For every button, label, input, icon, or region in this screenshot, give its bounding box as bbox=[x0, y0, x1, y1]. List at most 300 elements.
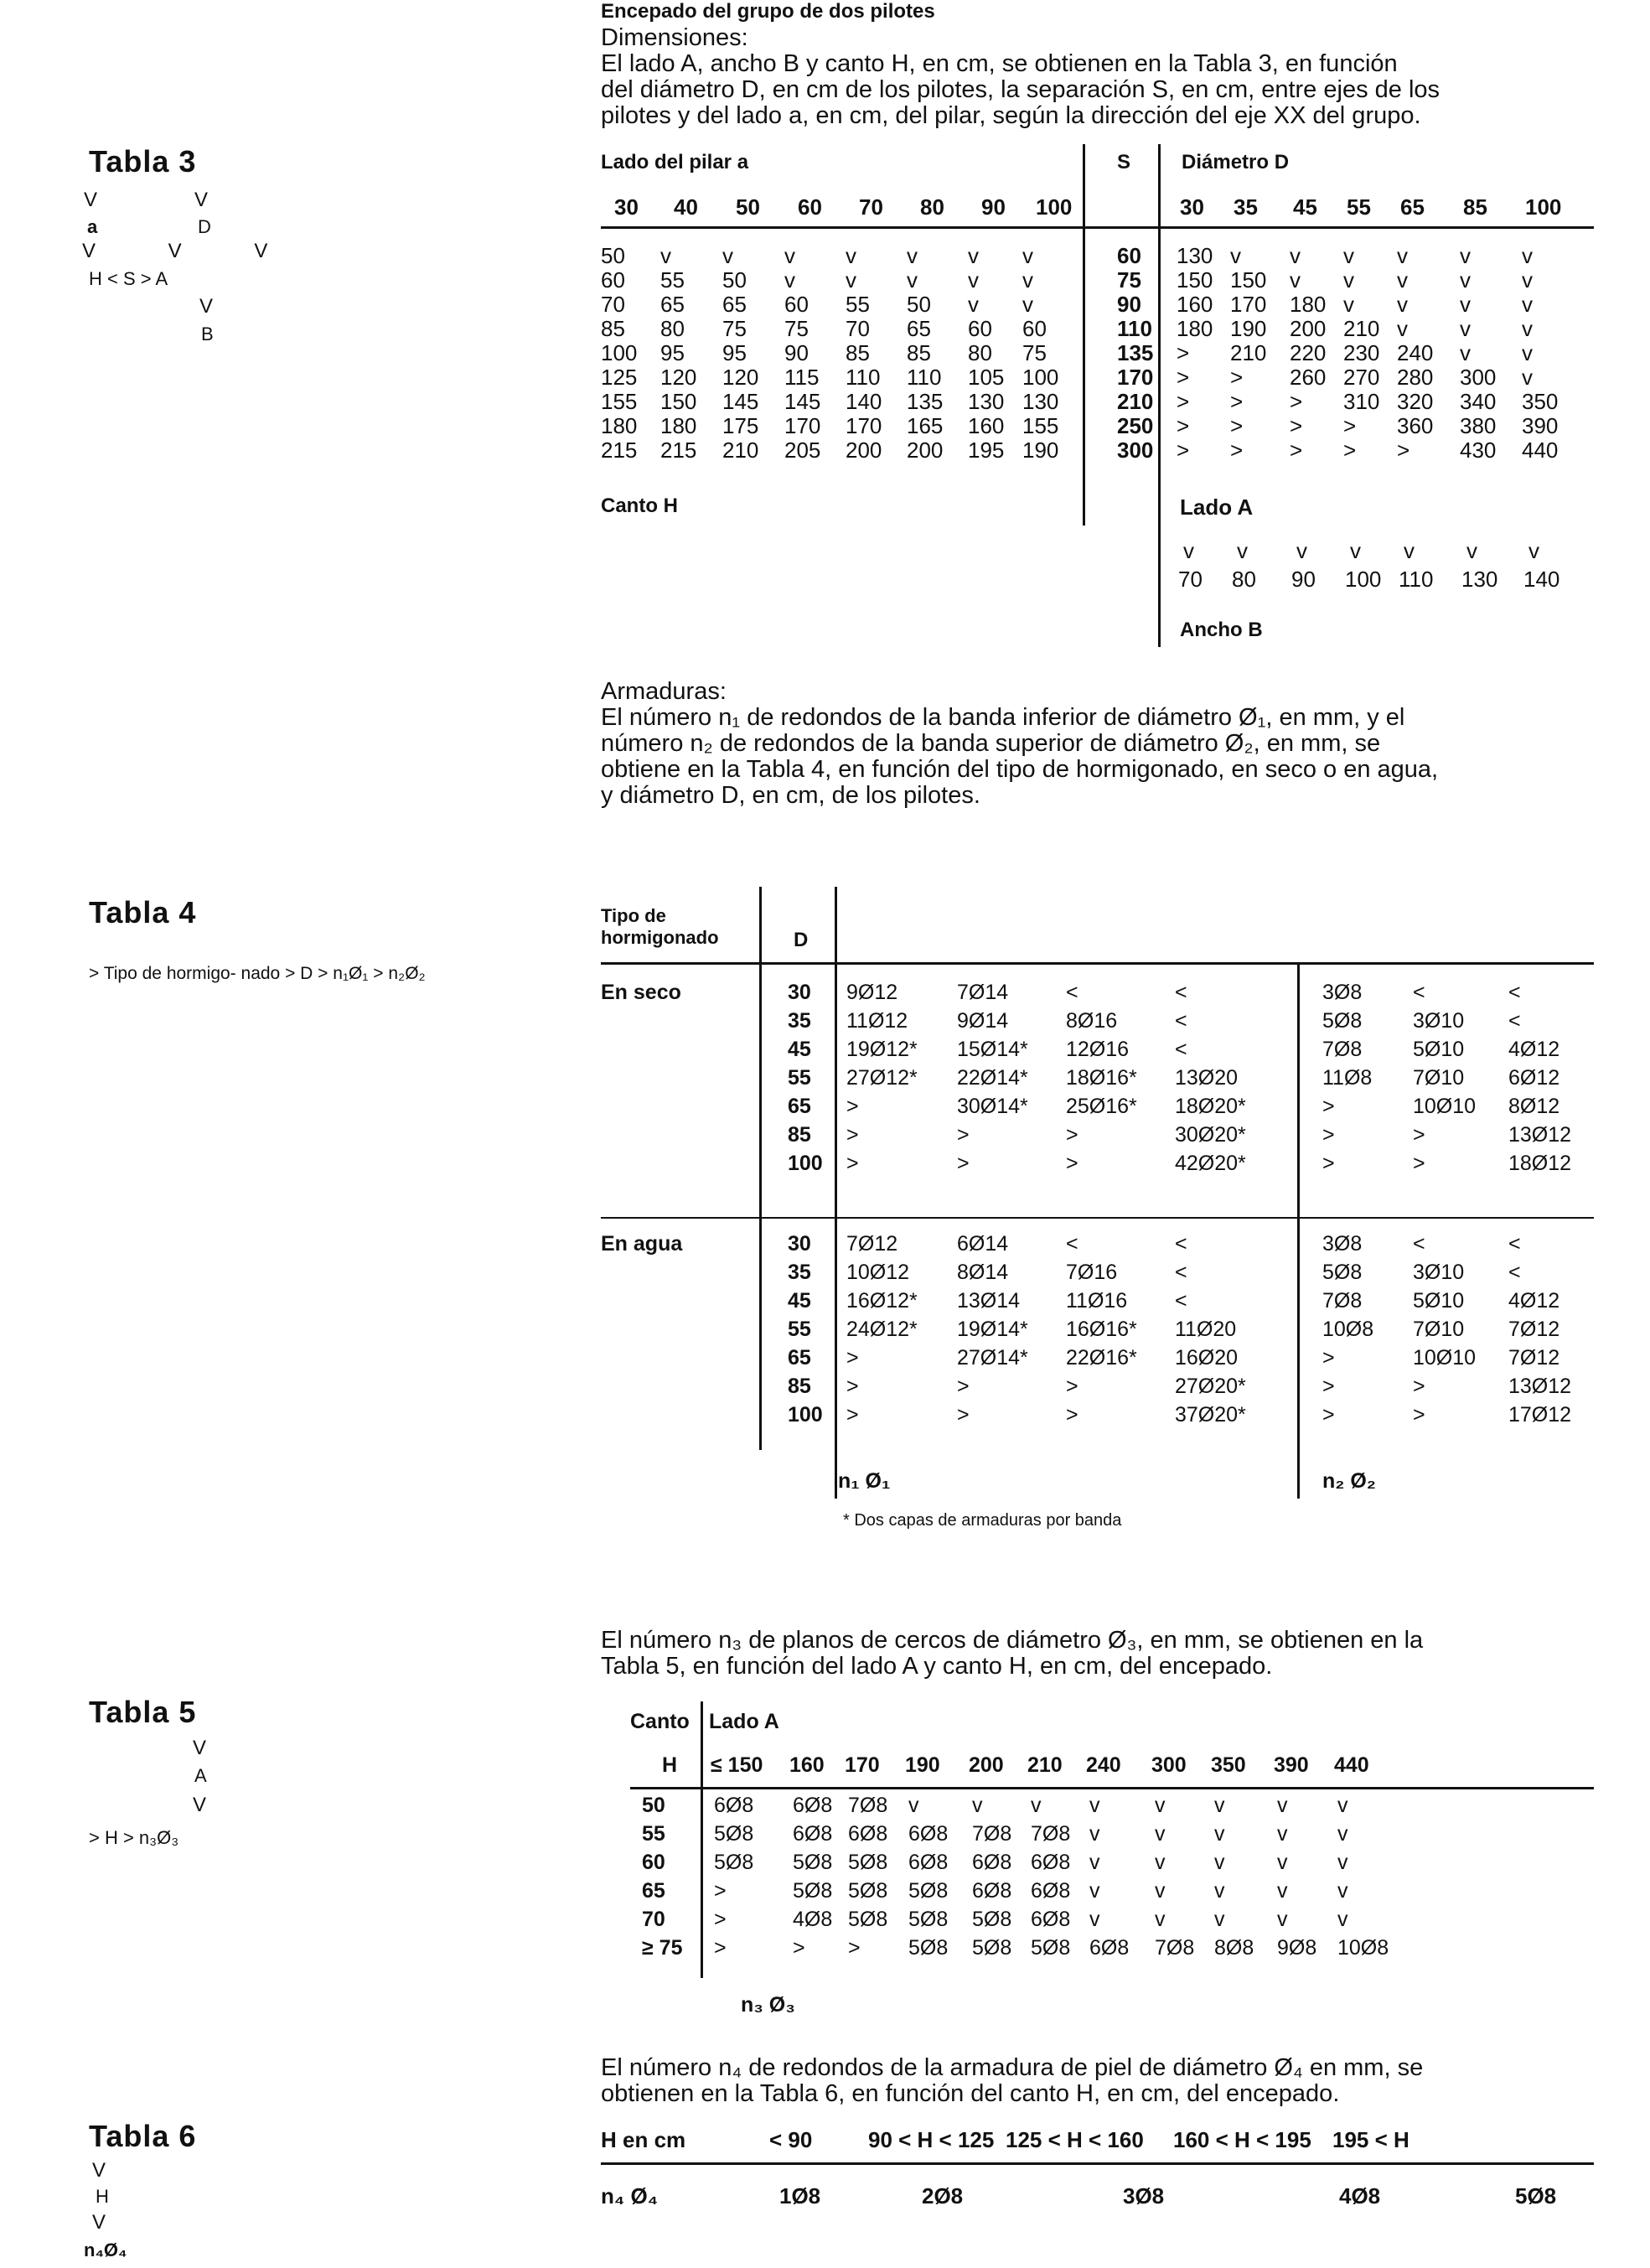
t4-cell: 3Ø8 bbox=[1322, 1232, 1363, 1256]
t5-lado-header: Lado A bbox=[709, 1710, 779, 1733]
t3-a-col-header: 70 bbox=[859, 194, 883, 220]
t3-a-cell: v bbox=[1460, 316, 1471, 341]
cercos-line-1: El número n₃ de planos de cercos de diámetro Ø₃, en mm, se obtienen en la bbox=[601, 1627, 1424, 1654]
t4-cell: 3Ø8 bbox=[1322, 981, 1363, 1004]
arrow-down-icon: V bbox=[194, 189, 209, 211]
dims-line-2: del diámetro D, en cm de los pilotes, la separación S, en cm, entre ejes de los bbox=[601, 76, 1441, 103]
t4-cell: > bbox=[1322, 1095, 1335, 1118]
arrow-down-icon: V bbox=[92, 2159, 106, 2182]
t3-a-cell: 150 bbox=[1230, 267, 1267, 293]
t3-s-cell: 135 bbox=[1117, 340, 1154, 365]
t3-h-cell: 65 bbox=[660, 292, 685, 317]
t3-h-cell: 55 bbox=[660, 267, 685, 293]
armaduras-label: Armaduras: bbox=[601, 678, 727, 705]
t6-range-header: 195 < H bbox=[1332, 2127, 1409, 2152]
t4-d-cell: 45 bbox=[788, 1289, 811, 1313]
t4-cell: > bbox=[1413, 1152, 1425, 1175]
t4-n1-label: n₁ Ø₁ bbox=[838, 1469, 891, 1493]
t3-h-cell: v bbox=[784, 267, 795, 293]
t4-cell: 7Ø14 bbox=[957, 981, 1009, 1004]
t3-ancho-label: Ancho B bbox=[1180, 619, 1263, 641]
t3-h-cell: 195 bbox=[968, 438, 1005, 463]
t5-cell: 7Ø8 bbox=[1031, 1822, 1071, 1846]
dims-line-3: pilotes y del lado a, en cm, del pilar, según la dirección del eje XX del grupo. bbox=[601, 102, 1421, 129]
tabla4-title: Tabla 4 bbox=[89, 895, 197, 929]
t4-cell: < bbox=[1066, 981, 1078, 1004]
t3-ancho-arrow-icon: v bbox=[1183, 538, 1194, 563]
t3-h-cell: 120 bbox=[722, 365, 759, 390]
t3-h-cell: 140 bbox=[846, 389, 882, 414]
t5-col-header: 390 bbox=[1274, 1753, 1309, 1777]
t4-group-rule bbox=[601, 1217, 1594, 1219]
t3-a-cell: 230 bbox=[1343, 340, 1380, 365]
t5-cell: 9Ø8 bbox=[1277, 1936, 1317, 1960]
t5-cell: 6Ø8 bbox=[1031, 1879, 1071, 1903]
t5-col-header: 350 bbox=[1211, 1753, 1246, 1777]
t3-ladoA-label: Lado A bbox=[1180, 495, 1254, 520]
t5-h-header: H bbox=[662, 1753, 678, 1777]
t4-cell: 13Ø12 bbox=[1508, 1123, 1572, 1147]
t3-a-col-header: 60 bbox=[798, 194, 822, 220]
t4-cell: 11Ø8 bbox=[1322, 1066, 1373, 1090]
t5-cell: 6Ø8 bbox=[1031, 1908, 1071, 1931]
t4-cell: > bbox=[1413, 1403, 1425, 1427]
t4-cell: 7Ø12 bbox=[1508, 1346, 1560, 1370]
t3-a-cell: 310 bbox=[1343, 389, 1380, 414]
t4-d-cell: 55 bbox=[788, 1318, 811, 1341]
t5-h-cell: 50 bbox=[642, 1794, 665, 1817]
t5-cell: 5Ø8 bbox=[1031, 1936, 1071, 1960]
t3-a-cell: > bbox=[1290, 389, 1303, 414]
t4-cell: 18Ø16* bbox=[1066, 1066, 1137, 1090]
t4-divider-3 bbox=[1297, 962, 1300, 1499]
t4-cell: 4Ø12 bbox=[1508, 1038, 1560, 1061]
t3-ancho-cell: 90 bbox=[1291, 567, 1316, 592]
t5-cell: v bbox=[1277, 1879, 1288, 1903]
t3-a-cell: 440 bbox=[1522, 438, 1559, 463]
t3-h-cell: 125 bbox=[601, 365, 638, 390]
diagram-flow: H < S > A bbox=[89, 268, 168, 289]
piel-line-2: obtienen en la Tabla 6, en función del canto H, en cm, del encepado. bbox=[601, 2080, 1340, 2107]
t4-cell: > bbox=[846, 1375, 859, 1398]
t4-cell: 7Ø16 bbox=[1066, 1261, 1118, 1284]
t4-cell: 7Ø10 bbox=[1413, 1066, 1465, 1090]
t5-cell: 5Ø8 bbox=[793, 1851, 833, 1874]
t3-a-cell: v bbox=[1290, 267, 1301, 293]
t3-ancho-arrow-icon: v bbox=[1528, 538, 1539, 563]
t6-value-cell: 1Ø8 bbox=[779, 2183, 821, 2208]
t3-a-cell: 220 bbox=[1290, 340, 1327, 365]
t4-cell: 5Ø8 bbox=[1322, 1261, 1363, 1284]
t3-h-cell: 55 bbox=[846, 292, 870, 317]
t5-col-header: 160 bbox=[789, 1753, 825, 1777]
t3-a-cell: > bbox=[1177, 389, 1190, 414]
t3-ancho-cell: 130 bbox=[1461, 567, 1498, 592]
t5-cell: v bbox=[1277, 1908, 1288, 1931]
t4-group-label: En seco bbox=[601, 981, 681, 1004]
t4-cell: 10Ø8 bbox=[1322, 1318, 1374, 1341]
t3-s-cell: 110 bbox=[1117, 316, 1152, 341]
t5-h-cell: 60 bbox=[642, 1851, 665, 1874]
t3-a-cell: v bbox=[1230, 243, 1241, 268]
t3-d-col-header: 35 bbox=[1234, 194, 1258, 220]
t5-cell: > bbox=[714, 1908, 727, 1931]
t4-cell: 11Ø16 bbox=[1066, 1289, 1128, 1313]
t3-h-cell: 60 bbox=[968, 316, 992, 341]
t3-a-cell: v bbox=[1522, 243, 1533, 268]
t5-cell: v bbox=[1337, 1851, 1348, 1874]
arrow-down-icon: V bbox=[199, 295, 214, 318]
t3-h-cell: 75 bbox=[784, 316, 809, 341]
t4-cell: 11Ø12 bbox=[846, 1009, 908, 1033]
t3-a-cell: > bbox=[1343, 438, 1357, 463]
t4-cell: 7Ø12 bbox=[1508, 1318, 1560, 1341]
t3-h-cell: 200 bbox=[846, 438, 882, 463]
t5-cell: v bbox=[972, 1794, 983, 1817]
t6-range-header: 125 < H < 160 bbox=[1006, 2127, 1144, 2152]
t3-h-cell: 165 bbox=[907, 413, 944, 438]
t3-h-cell: 130 bbox=[968, 389, 1005, 414]
t4-cell: < bbox=[1066, 1232, 1078, 1256]
t6-range-header: 160 < H < 195 bbox=[1173, 2127, 1311, 2152]
t4-cell: 8Ø16 bbox=[1066, 1009, 1118, 1033]
t4-d-cell: 100 bbox=[788, 1403, 823, 1427]
t3-a-col-header: 50 bbox=[736, 194, 760, 220]
t3-a-col-header: 30 bbox=[614, 194, 639, 220]
t3-a-cell: 200 bbox=[1290, 316, 1327, 341]
t6-range-header: 90 < H < 125 bbox=[868, 2127, 995, 2152]
t4-cell: 10Ø10 bbox=[1413, 1346, 1477, 1370]
t5-col-header: 300 bbox=[1151, 1753, 1187, 1777]
t5-cell: 7Ø8 bbox=[1155, 1936, 1195, 1960]
t5-cell: v bbox=[1155, 1908, 1166, 1931]
t3-a-cell: > bbox=[1230, 413, 1244, 438]
t4-cell: 37Ø20* bbox=[1175, 1403, 1246, 1427]
tabla6-title: Tabla 6 bbox=[89, 2119, 197, 2153]
t4-cell: > bbox=[957, 1123, 970, 1147]
t4-cell: 30Ø20* bbox=[1175, 1123, 1246, 1147]
t4-d-cell: 100 bbox=[788, 1152, 823, 1175]
t3-h-cell: 180 bbox=[601, 413, 638, 438]
t5-cell: v bbox=[1337, 1908, 1348, 1931]
t5-cell: v bbox=[1089, 1908, 1100, 1931]
t4-cell: 7Ø12 bbox=[846, 1232, 898, 1256]
t3-a-cell: v bbox=[1397, 243, 1408, 268]
t3-a-cell: v bbox=[1343, 267, 1354, 293]
t4-cell: 8Ø14 bbox=[957, 1261, 1009, 1284]
dims-label: Dimensiones: bbox=[601, 24, 748, 51]
t3-a-cell: > bbox=[1177, 438, 1190, 463]
t3-ancho-cell: 70 bbox=[1178, 567, 1203, 592]
t4-cell: > bbox=[1322, 1403, 1335, 1427]
t5-col-header: 170 bbox=[845, 1753, 880, 1777]
t5-col-header: 440 bbox=[1334, 1753, 1369, 1777]
t3-h-cell: v bbox=[907, 243, 918, 268]
t3-h-cell: 110 bbox=[846, 365, 881, 390]
t3-d-col-header: 100 bbox=[1525, 194, 1562, 220]
t5-cell: 6Ø8 bbox=[972, 1851, 1012, 1874]
t4-cell: > bbox=[1322, 1152, 1335, 1175]
armaduras-line-1: El número n₁ de redondos de la banda inferior de diámetro Ø₁, en mm, y el bbox=[601, 704, 1405, 731]
t4-cell: 5Ø10 bbox=[1413, 1289, 1465, 1313]
t5-cell: 7Ø8 bbox=[848, 1794, 888, 1817]
t3-ancho-cell: 140 bbox=[1523, 567, 1560, 592]
t3-a-cell: 180 bbox=[1290, 292, 1327, 317]
t3-a-cell: v bbox=[1290, 243, 1301, 268]
t5-cell: v bbox=[1155, 1794, 1166, 1817]
t4-cell: > bbox=[1066, 1403, 1078, 1427]
t5-col-header: 210 bbox=[1027, 1753, 1063, 1777]
t4-cell: > bbox=[957, 1152, 970, 1175]
t3-ancho-cell: 110 bbox=[1399, 567, 1434, 592]
t3-ancho-arrow-icon: v bbox=[1404, 538, 1415, 563]
t3-h-cell: 90 bbox=[784, 340, 809, 365]
t5-cell: 5Ø8 bbox=[714, 1851, 754, 1874]
t6-h-label: H en cm bbox=[601, 2127, 686, 2152]
t6-value-cell: 4Ø8 bbox=[1339, 2183, 1381, 2208]
t3-ancho-cell: 100 bbox=[1345, 567, 1382, 592]
diagram-b-label: B bbox=[201, 324, 214, 344]
t3-h-cell: 95 bbox=[722, 340, 747, 365]
t5-cell: 5Ø8 bbox=[848, 1879, 888, 1903]
t3-ancho-arrow-icon: v bbox=[1296, 538, 1307, 563]
t5-h-cell: 55 bbox=[642, 1822, 665, 1846]
t3-a-cell: v bbox=[1397, 267, 1408, 293]
diagram5-a-label: A bbox=[194, 1765, 207, 1786]
t4-d-cell: 65 bbox=[788, 1346, 811, 1370]
t4-cell: < bbox=[1175, 981, 1187, 1004]
t5-cell: 6Ø8 bbox=[714, 1794, 754, 1817]
t6-range-header: < 90 bbox=[769, 2127, 813, 2152]
t3-h-cell: 145 bbox=[784, 389, 821, 414]
t3-h-cell: 120 bbox=[660, 365, 697, 390]
t3-a-cell: 320 bbox=[1397, 389, 1434, 414]
t5-cell: > bbox=[714, 1936, 727, 1960]
t3-ancho-arrow-icon: v bbox=[1466, 538, 1477, 563]
t3-a-cell: v bbox=[1460, 267, 1471, 293]
diagram-a-label: a bbox=[87, 216, 98, 237]
t3-h-cell: v bbox=[968, 267, 979, 293]
t3-a-cell: 300 bbox=[1460, 365, 1497, 390]
t4-divider-2 bbox=[835, 887, 837, 1499]
t5-cell: > bbox=[848, 1936, 861, 1960]
t6-n-label: n₄ Ø₄ bbox=[601, 2183, 659, 2208]
t3-a-col-header: 80 bbox=[920, 194, 944, 220]
t5-cell: 5Ø8 bbox=[848, 1908, 888, 1931]
t3-s-header: S bbox=[1117, 151, 1131, 173]
t3-h-cell: 210 bbox=[722, 438, 759, 463]
t5-cell: 7Ø8 bbox=[972, 1822, 1012, 1846]
t3-a-cell: 170 bbox=[1230, 292, 1267, 317]
t3-h-cell: v bbox=[1022, 267, 1033, 293]
t3-h-cell: v bbox=[968, 243, 979, 268]
t5-cell: v bbox=[1214, 1908, 1225, 1931]
arrow-row-icon: V V V bbox=[82, 240, 302, 262]
section-title: Encepado del grupo de dos pilotes bbox=[601, 0, 935, 23]
t3-a-cell: > bbox=[1177, 413, 1190, 438]
t3-a-cell: v bbox=[1522, 267, 1533, 293]
t3-h-cell: 150 bbox=[660, 389, 697, 414]
t5-cell: v bbox=[1155, 1822, 1166, 1846]
t3-a-cell: > bbox=[1177, 365, 1190, 390]
t3-a-cell: > bbox=[1290, 413, 1303, 438]
t4-cell: 24Ø12* bbox=[846, 1318, 918, 1341]
t5-cell: v bbox=[1277, 1822, 1288, 1846]
t4-cell: 3Ø10 bbox=[1413, 1009, 1465, 1033]
t5-cell: 5Ø8 bbox=[848, 1851, 888, 1874]
t3-h-cell: 80 bbox=[660, 316, 685, 341]
t5-cell: 6Ø8 bbox=[908, 1851, 949, 1874]
t5-cell: v bbox=[1214, 1794, 1225, 1817]
t4-cell: 18Ø12 bbox=[1508, 1152, 1572, 1175]
t4-n2-label: n₂ Ø₂ bbox=[1322, 1469, 1376, 1493]
diagram5-flow: > H > n₃Ø₃ bbox=[89, 1827, 179, 1848]
t3-h-cell: 60 bbox=[1022, 316, 1047, 341]
t3-a-cell: 210 bbox=[1230, 340, 1267, 365]
t4-cell: 6Ø12 bbox=[1508, 1066, 1560, 1090]
t3-ancho-arrow-icon: v bbox=[1237, 538, 1248, 563]
t3-ancho-cell: 80 bbox=[1232, 567, 1256, 592]
t5-cell: 6Ø8 bbox=[1089, 1936, 1130, 1960]
t4-cell: > bbox=[1322, 1123, 1335, 1147]
cercos-line-2: Tabla 5, en función del lado A y canto H, en cm, del encepado. bbox=[601, 1653, 1273, 1680]
t3-a-cell: > bbox=[1397, 438, 1410, 463]
t4-cell: < bbox=[1175, 1261, 1187, 1284]
t4-cell: < bbox=[1175, 1232, 1187, 1256]
t5-cell: v bbox=[1155, 1851, 1166, 1874]
t5-divider bbox=[701, 1701, 703, 1978]
dims-line-1: El lado A, ancho B y canto H, en cm, se obtienen en la Tabla 3, en función bbox=[601, 50, 1398, 77]
t4-cell: < bbox=[1175, 1289, 1187, 1313]
t3-a-cell: > bbox=[1343, 413, 1357, 438]
t3-a-cell: > bbox=[1290, 438, 1303, 463]
t4-d-cell: 35 bbox=[788, 1261, 811, 1284]
t4-group-label: En agua bbox=[601, 1232, 683, 1256]
t5-cell: v bbox=[1089, 1822, 1100, 1846]
t4-cell: > bbox=[846, 1123, 859, 1147]
t3-lado-header: Lado del pilar a bbox=[601, 151, 749, 173]
t5-cell: 6Ø8 bbox=[1031, 1851, 1071, 1874]
t3-a-cell: 260 bbox=[1290, 365, 1327, 390]
t5-cell: > bbox=[714, 1879, 727, 1903]
t4-footnote: * Dos capas de armaduras por banda bbox=[843, 1511, 1122, 1530]
arrow-down-icon: V bbox=[193, 1794, 207, 1816]
t4-cell: < bbox=[1413, 1232, 1425, 1256]
t5-cell: v bbox=[1214, 1879, 1225, 1903]
t4-cell: > bbox=[846, 1152, 859, 1175]
t3-a-cell: v bbox=[1522, 316, 1533, 341]
t4-cell: 10Ø10 bbox=[1413, 1095, 1477, 1118]
t5-h-cell: 70 bbox=[642, 1908, 665, 1931]
t3-a-cell: v bbox=[1460, 340, 1471, 365]
arrow-down-icon: V bbox=[84, 189, 98, 211]
t3-a-cell: 240 bbox=[1397, 340, 1434, 365]
t3-s-cell: 250 bbox=[1117, 413, 1154, 438]
t4-d-cell: 45 bbox=[788, 1038, 811, 1061]
t4-cell: 4Ø12 bbox=[1508, 1289, 1560, 1313]
t5-cell: 5Ø8 bbox=[714, 1822, 754, 1846]
t3-s-cell: 90 bbox=[1117, 292, 1141, 317]
t5-cell: 6Ø8 bbox=[972, 1879, 1012, 1903]
t3-h-cell: 75 bbox=[722, 316, 747, 341]
t3-a-col-header: 100 bbox=[1036, 194, 1073, 220]
t4-cell: > bbox=[957, 1375, 970, 1398]
t3-h-cell: v bbox=[846, 243, 856, 268]
t3-a-cell: v bbox=[1343, 243, 1354, 268]
t4-cell: > bbox=[1066, 1123, 1078, 1147]
t3-d-col-header: 30 bbox=[1180, 194, 1204, 220]
t5-h-cell: ≥ 75 bbox=[642, 1936, 683, 1960]
t3-a-col-header: 40 bbox=[674, 194, 698, 220]
t3-a-cell: 270 bbox=[1343, 365, 1380, 390]
t4-d-header: D bbox=[794, 929, 809, 951]
t3-h-cell: 200 bbox=[907, 438, 944, 463]
t5-cell: 8Ø8 bbox=[1214, 1936, 1254, 1960]
t4-cell: 30Ø14* bbox=[957, 1095, 1028, 1118]
t3-a-cell: 350 bbox=[1522, 389, 1559, 414]
t3-h-cell: 75 bbox=[1022, 340, 1047, 365]
diagram-d-label: D bbox=[198, 216, 211, 237]
t5-cell: v bbox=[1337, 1794, 1348, 1817]
diagram6-n4-label: n₄Ø₄ bbox=[84, 2240, 127, 2260]
t3-s-cell: 75 bbox=[1117, 267, 1141, 293]
t4-cell: 19Ø14* bbox=[957, 1318, 1028, 1341]
t3-divider-right bbox=[1158, 144, 1161, 647]
t4-d-cell: 30 bbox=[788, 981, 811, 1004]
t5-cell: v bbox=[1031, 1794, 1042, 1817]
t5-cell: > bbox=[793, 1936, 805, 1960]
t4-cell: 27Ø20* bbox=[1175, 1375, 1246, 1398]
t5-col-header: 200 bbox=[969, 1753, 1004, 1777]
armaduras-line-4: y diámetro D, en cm, de los pilotes. bbox=[601, 782, 980, 809]
t4-cell: 5Ø8 bbox=[1322, 1009, 1363, 1033]
t3-h-cell: 110 bbox=[907, 365, 942, 390]
t4-d-cell: 30 bbox=[788, 1232, 811, 1256]
t5-cell: 10Ø8 bbox=[1337, 1936, 1389, 1960]
t4-cell: > bbox=[1322, 1375, 1335, 1398]
t3-h-cell: v bbox=[784, 243, 795, 268]
t4-d-cell: 65 bbox=[788, 1095, 811, 1118]
t3-h-cell: 130 bbox=[1022, 389, 1059, 414]
t3-a-cell: v bbox=[1522, 340, 1533, 365]
t4-cell: < bbox=[1508, 1232, 1521, 1256]
t5-cell: v bbox=[908, 1794, 919, 1817]
t3-a-cell: 190 bbox=[1230, 316, 1267, 341]
t3-a-cell: 130 bbox=[1177, 243, 1213, 268]
t4-cell: 3Ø10 bbox=[1413, 1261, 1465, 1284]
t5-cell: 5Ø8 bbox=[972, 1908, 1012, 1931]
t6-rule bbox=[601, 2162, 1594, 2165]
t4-cell: 7Ø8 bbox=[1322, 1289, 1363, 1313]
t4-cell: < bbox=[1508, 1261, 1521, 1284]
t4-cell: > bbox=[1066, 1375, 1078, 1398]
t4-cell: < bbox=[1413, 981, 1425, 1004]
armaduras-line-2: número n₂ de redondos de la banda superior de diámetro Ø₂, en mm, se bbox=[601, 730, 1381, 757]
t4-cell: 17Ø12 bbox=[1508, 1403, 1572, 1427]
t3-h-cell: v bbox=[660, 243, 671, 268]
t5-cell: 5Ø8 bbox=[972, 1936, 1012, 1960]
t4-cell: 5Ø10 bbox=[1413, 1038, 1465, 1061]
t3-a-cell: 340 bbox=[1460, 389, 1497, 414]
t3-h-cell: 105 bbox=[968, 365, 1005, 390]
t4-cell: 16Ø16* bbox=[1066, 1318, 1137, 1341]
t5-cell: v bbox=[1337, 1879, 1348, 1903]
t4-cell: 13Ø14 bbox=[957, 1289, 1021, 1313]
t5-cell: v bbox=[1214, 1851, 1225, 1874]
t3-divider-left bbox=[1083, 144, 1085, 526]
t4-d-cell: 85 bbox=[788, 1123, 811, 1147]
t5-col-header: 190 bbox=[905, 1753, 940, 1777]
